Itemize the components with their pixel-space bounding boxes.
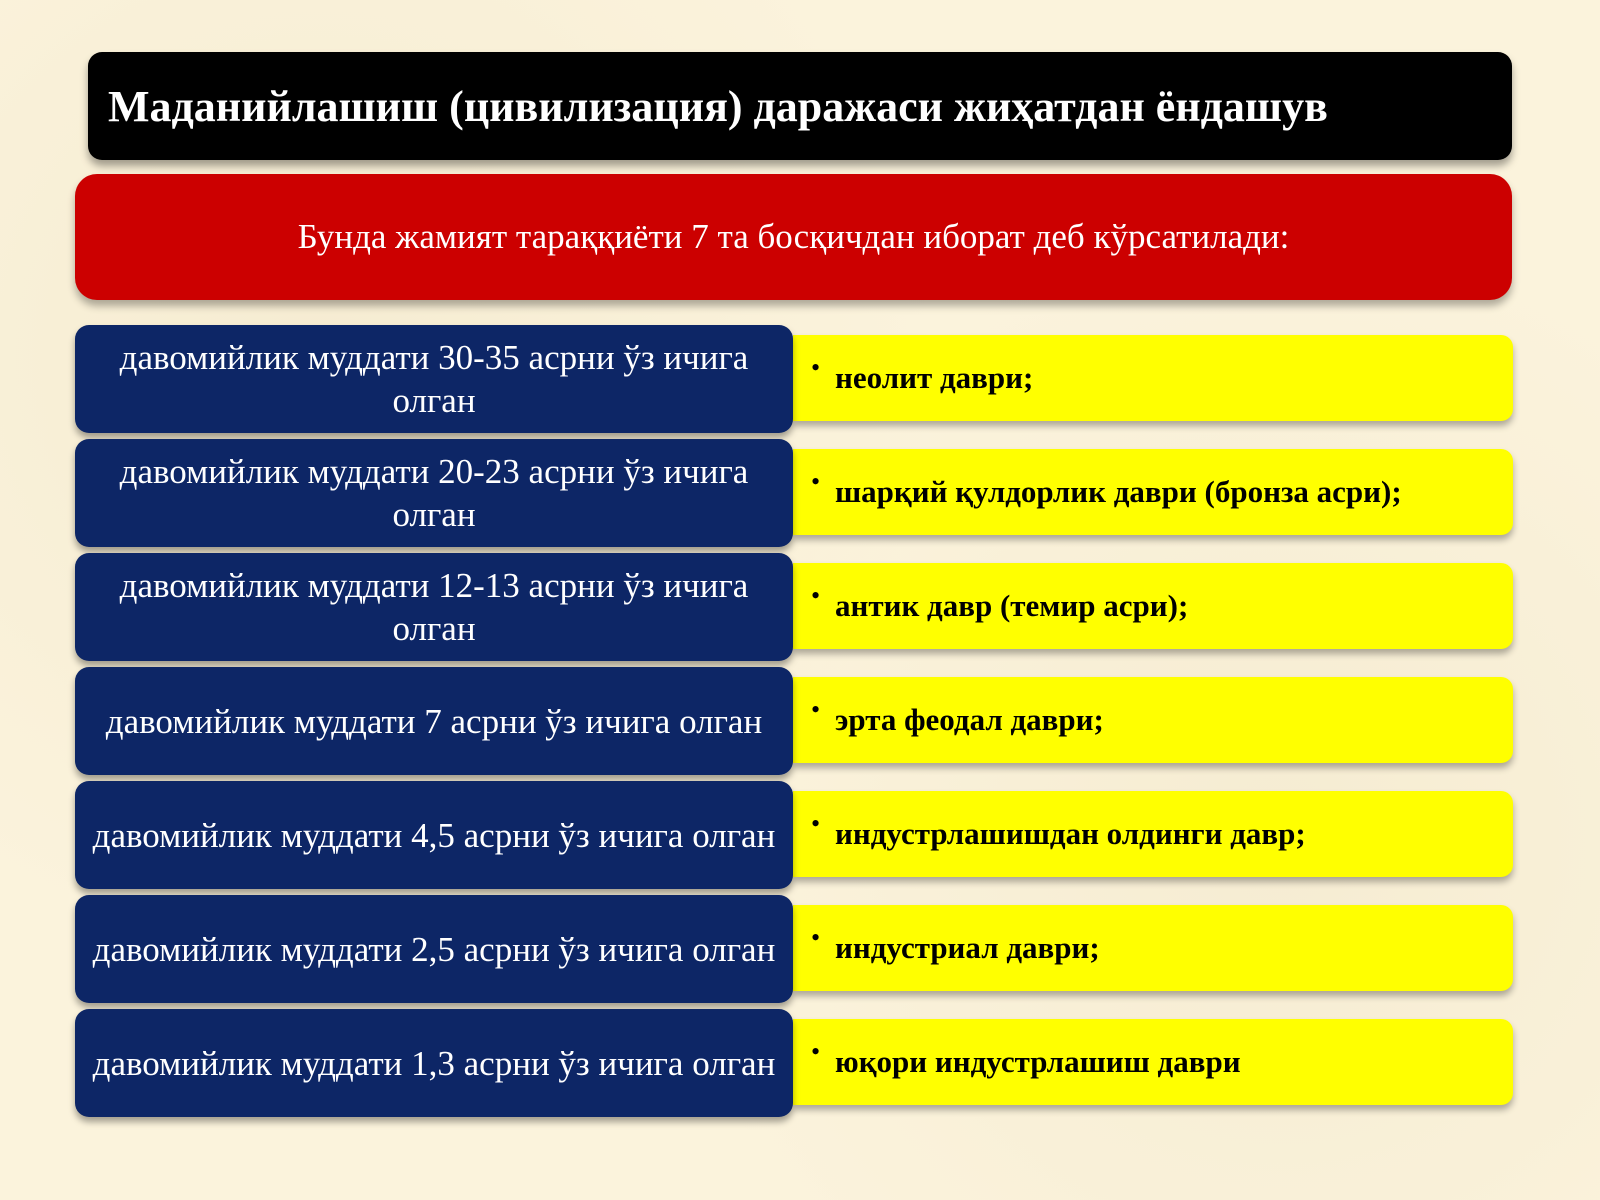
stage-name: неолит даври; xyxy=(835,360,1034,395)
page-title: Маданийлашиш (цивилизация) даражаси жиҳатдан ёндашув xyxy=(108,81,1328,131)
duration-text: давомийлик муддати 30-35 асрни ўз ичига олган xyxy=(119,338,749,420)
stage-box xyxy=(793,335,1513,421)
stage-box xyxy=(793,563,1513,649)
stage-row xyxy=(75,667,1515,775)
duration-box xyxy=(75,325,793,433)
stage-box xyxy=(793,1019,1513,1105)
subtitle-bar xyxy=(75,174,1512,300)
bullet-icon: • xyxy=(811,467,821,496)
bullet-icon: • xyxy=(811,923,821,952)
stage-row xyxy=(75,895,1515,1003)
duration-text: давомийлик муддати 12-13 асрни ўз ичига олган xyxy=(119,566,749,648)
duration-text: давомийлик муддати 20-23 асрни ўз ичига олган xyxy=(119,452,749,534)
duration-text: давомийлик муддати 7 асрни ўз ичига олган xyxy=(105,701,763,741)
stage-row xyxy=(75,781,1515,889)
stage-row xyxy=(75,1009,1515,1117)
stage-box xyxy=(793,449,1513,535)
stage-row xyxy=(75,325,1515,433)
stage-row xyxy=(75,553,1515,661)
duration-box xyxy=(75,895,793,1003)
stage-name: шарқий қулдорлик даври (бронза асри); xyxy=(835,474,1402,509)
stage-name: индустрлашишдан олдинги давр; xyxy=(835,816,1306,851)
stage-name: эрта феодал даври; xyxy=(835,702,1104,737)
bullet-icon: • xyxy=(811,581,821,610)
duration-box xyxy=(75,553,793,661)
stage-name: юқори индустрлашиш даври xyxy=(835,1044,1241,1079)
title-bar xyxy=(88,52,1512,160)
subtitle: Бунда жамият тараққиёти 7 та босқичдан иборат деб кўрсатилади: xyxy=(297,217,1290,256)
duration-box xyxy=(75,667,793,775)
duration-box xyxy=(75,439,793,547)
bullet-icon: • xyxy=(811,809,821,838)
duration-box xyxy=(75,781,793,889)
stage-box xyxy=(793,677,1513,763)
stage-name: индустриал даври; xyxy=(835,930,1100,965)
stage-box xyxy=(793,905,1513,991)
bullet-icon: • xyxy=(811,1037,821,1066)
duration-text: давомийлик муддати 1,3 асрни ўз ичига олган xyxy=(92,1043,776,1083)
stage-name: антик давр (темир асри); xyxy=(835,588,1189,623)
duration-text: давомийлик муддати 4,5 асрни ўз ичига олган xyxy=(92,815,776,855)
stage-row xyxy=(75,439,1515,547)
bullet-icon: • xyxy=(811,695,821,724)
duration-text: давомийлик муддати 2,5 асрни ўз ичига олган xyxy=(92,929,776,969)
stage-box xyxy=(793,791,1513,877)
bullet-icon: • xyxy=(811,353,821,382)
duration-box xyxy=(75,1009,793,1117)
